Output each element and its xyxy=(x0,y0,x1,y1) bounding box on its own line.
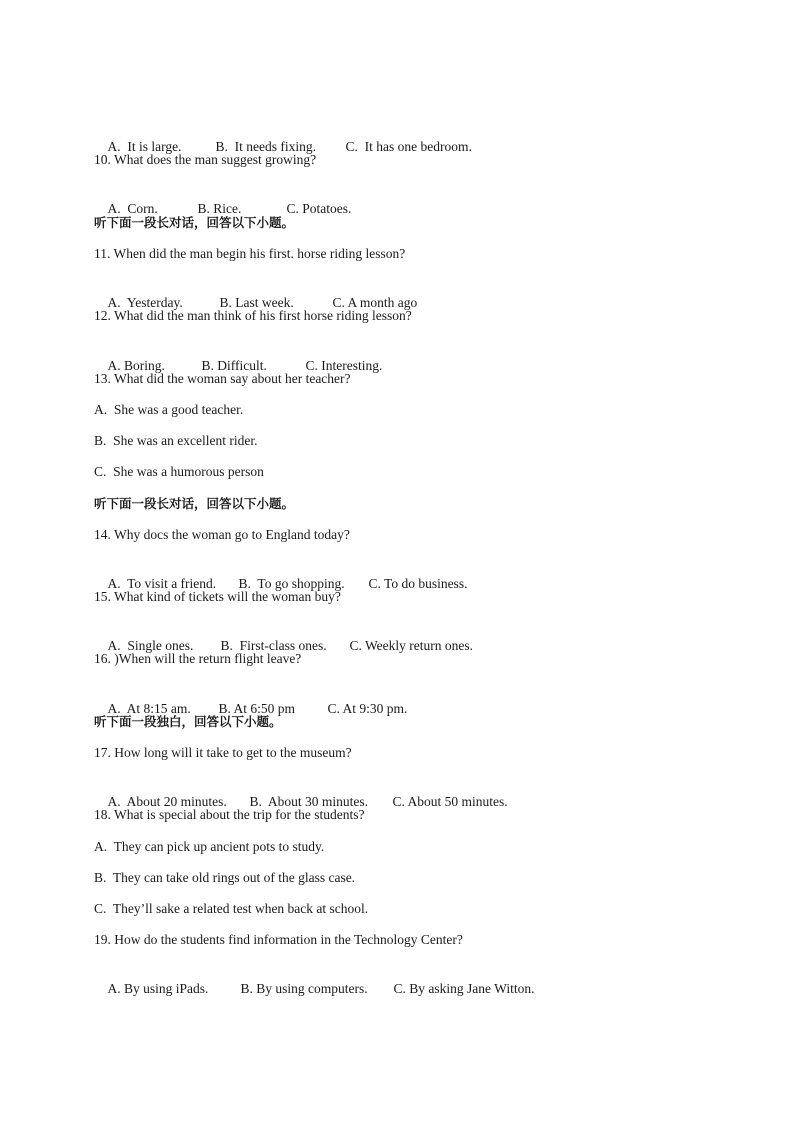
section-heading: 听下面一段长对话，回答以下小题。 xyxy=(94,496,295,511)
option-c: C. To do business. xyxy=(368,576,468,591)
answer-option: C. They’ll sake a related test when back at school. xyxy=(94,901,369,916)
option-a: A. Single ones. xyxy=(107,638,194,653)
option-b: B. By using computers. xyxy=(240,981,368,996)
option-a: A. By using iPads. xyxy=(107,981,209,996)
option-a: A. At 8:15 am. xyxy=(107,701,191,716)
option-a: A. Yesterday. xyxy=(107,295,183,310)
option-b: B. Rice. xyxy=(197,201,242,216)
option-b: B. About 30 minutes. xyxy=(249,794,369,809)
option-b: B. To go shopping. xyxy=(238,576,345,591)
option-b: B. It needs fixing. xyxy=(215,139,316,154)
answer-option: B. She was an excellent rider. xyxy=(94,433,258,448)
section-heading: 听下面一段独白，回答以下小题。 xyxy=(94,714,282,729)
option-b: B. First-class ones. xyxy=(220,638,327,653)
option-a: A. To visit a friend. xyxy=(107,576,217,591)
question-text: 14. Why docs the woman go to England today? xyxy=(94,527,350,542)
question-text: 18. What is special about the trip for the students? xyxy=(94,807,365,822)
option-b: B. Difficult. xyxy=(201,358,267,373)
option-c: C. By asking Jane Witton. xyxy=(393,981,535,996)
answer-option: A. They can pick up ancient pots to study. xyxy=(94,839,325,854)
option-c: C. A month ago xyxy=(332,295,418,310)
option-b: B. Last week. xyxy=(219,295,294,310)
question-text: 11. When did the man begin his first. horse riding lesson? xyxy=(94,246,406,261)
question-text: 10. What does the man suggest growing? xyxy=(94,152,317,167)
options-line xyxy=(94,962,534,1016)
option-a: A. About 20 minutes. xyxy=(107,794,227,809)
option-b: B. At 6:50 pm xyxy=(218,701,296,716)
option-c: C. Potatoes. xyxy=(286,201,352,216)
question-text: 15. What kind of tickets will the woman buy? xyxy=(94,589,341,604)
question-text: 16. )When will the return flight leave? xyxy=(94,651,302,666)
option-a: A. Corn. xyxy=(107,201,158,216)
option-a: A. It is large. xyxy=(107,139,182,154)
question-text: 12. What did the man think of his first horse riding lesson? xyxy=(94,308,412,323)
answer-option: B. They can take old rings out of the glass case. xyxy=(94,870,356,885)
option-a: A. Boring. xyxy=(107,358,165,373)
option-c: C. Weekly return ones. xyxy=(349,638,474,653)
option-c: C. At 9:30 pm. xyxy=(327,701,408,716)
answer-option: A. She was a good teacher. xyxy=(94,402,244,417)
question-text: 17. How long will it take to get to the museum? xyxy=(94,745,352,760)
option-c: C. Interesting. xyxy=(305,358,383,373)
section-heading: 听下面一段长对话，回答以下小题。 xyxy=(94,215,295,230)
answer-option: C. She was a humorous person xyxy=(94,464,264,479)
question-text: 19. How do the students find information in the Technology Center? xyxy=(94,932,463,947)
option-c: C. About 50 minutes. xyxy=(392,794,508,809)
question-text: 13. What did the woman say about her teacher? xyxy=(94,371,351,386)
option-c: C. It has one bedroom. xyxy=(345,139,472,154)
